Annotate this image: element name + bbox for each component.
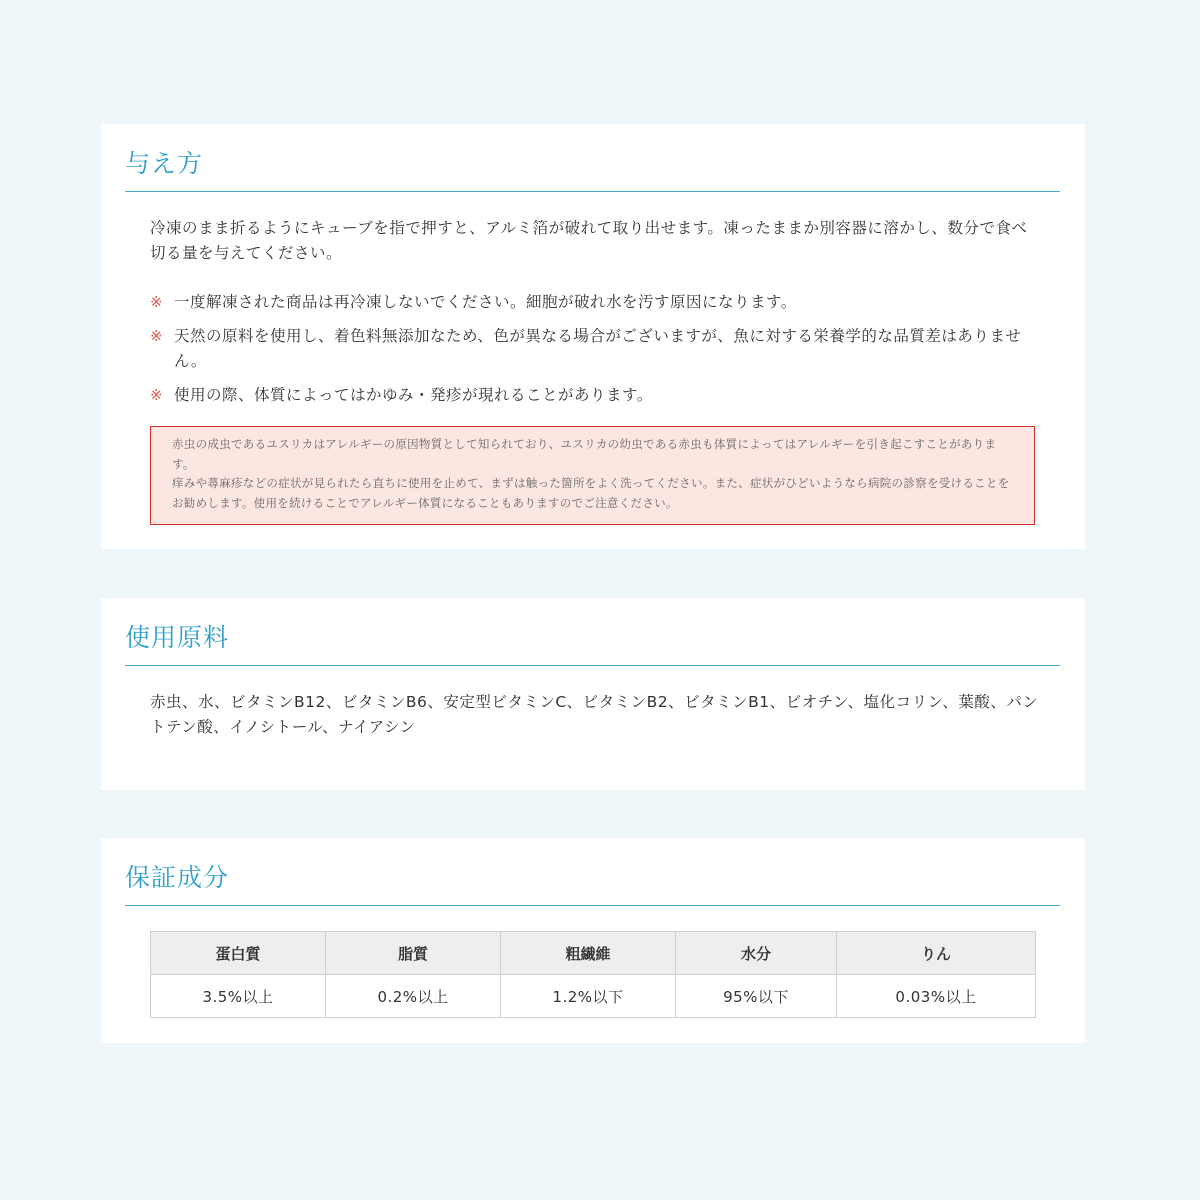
feeding-section [101, 124, 1085, 549]
allergy-warning-paragraph: 赤虫の成虫であるユスリカはアレルギーの原因物質として知られており、ユスリカの幼虫である赤虫も体質によってはアレルギーを引き起こすことがあります。 [172, 437, 997, 471]
analysis-table [150, 931, 1036, 1018]
feeding-intro-text: 冷凍のまま折るようにキューブを指で押すと、アルミ箔が破れて取り出せます。凍ったままか別容器に溶かし、数分で食べ切る量を与えてください。 [150, 219, 1028, 262]
feeding-note-text: 使用の際、体質によってはかゆみ・発疹が現れることがあります。 [174, 386, 653, 404]
ingredients-section [101, 598, 1085, 790]
table-header-cell: 水分 [676, 932, 837, 975]
ingredients-text: 赤虫、水、ビタミンB12、ビタミンB6、安定型ビタミンC、ビタミンB2、ビタミンB1、ビオチン、塩化コリン、葉酸、パントテン酸、イノシトール、ナイアシン [150, 693, 1039, 736]
table-header-row [151, 932, 1036, 975]
note-mark-icon: ※ [150, 293, 164, 311]
table-cell: 3.5%以上 [151, 975, 326, 1018]
table-cell: 0.2%以上 [326, 975, 501, 1018]
analysis-title: 保証成分 [125, 860, 1060, 906]
feeding-note-text: 一度解凍された商品は再冷凍しないでください。細胞が破れ水を汚す原因になります。 [174, 293, 797, 311]
feeding-notes-list [150, 290, 1040, 417]
analysis-section [101, 838, 1085, 1043]
feeding-note [150, 290, 1040, 315]
table-cell: 1.2%以下 [501, 975, 676, 1018]
feeding-title: 与え方 [125, 146, 1060, 192]
allergy-warning-box [150, 426, 1035, 525]
table-header-cell: 蛋白質 [151, 932, 326, 975]
table-row [151, 975, 1036, 1018]
table-header-cell: 脂質 [326, 932, 501, 975]
table-cell: 95%以下 [676, 975, 837, 1018]
feeding-note [150, 383, 1040, 408]
allergy-warning-paragraph: 痒みや蕁麻疹などの症状が見られたら直ちに使用を止めて、まずは触った箇所をよく洗ってください。また、症状がひどいようなら病院の診察を受けることをお勧めします。使用を続けることでアレルギー体質になることもありますのでご注意ください。 [172, 476, 1010, 510]
feeding-note-text: 天然の原料を使用し、着色料無添加なため、色が異なる場合がございますが、魚に対する栄養学的な品質差はありません。 [174, 327, 1022, 370]
ingredients-title: 使用原料 [125, 620, 1060, 666]
note-mark-icon: ※ [150, 327, 164, 345]
feeding-note [150, 324, 1040, 374]
table-header-cell: りん [837, 932, 1036, 975]
table-cell: 0.03%以上 [837, 975, 1036, 1018]
table-header-cell: 粗繊維 [501, 932, 676, 975]
note-mark-icon: ※ [150, 386, 164, 404]
